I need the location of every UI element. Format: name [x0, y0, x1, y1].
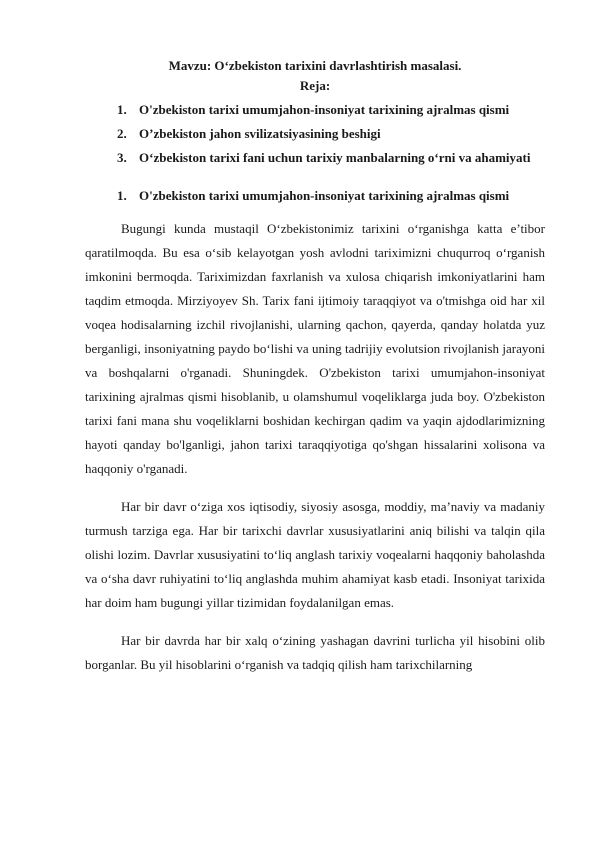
- plan-item: [85, 122, 545, 146]
- document-page: [85, 56, 545, 677]
- plan-item-text: O'zbekiston tarixi umumjahon-insoniyat tarixining ajralmas qismi: [139, 102, 510, 117]
- plan-list: [85, 98, 545, 170]
- plan-label: Reja:: [299, 78, 331, 93]
- plan-item-number: 2.: [117, 126, 127, 141]
- plan-item: [85, 146, 545, 170]
- document-title: Mavzu: O‘zbekiston tarixini davrlashtirish masalasi.: [168, 58, 462, 73]
- plan-item-text: O‘zbekiston tarixi fani uchun tarixiy manbalarning o‘rni va ahamiyati: [139, 150, 531, 165]
- section-number: 1.: [117, 188, 127, 203]
- body-paragraph: Bugungi kunda mustaqil O‘zbekistonimiz tarixini o‘rganishga katta e’tibor qaratilmoqda. Bu esa o‘sib kelayotgan yosh avlodni tariximizni chuqurroq o‘rganish imkonini bermoqda. Tariximizdan faxrlanish va xulosa chiqarish imkoniyatlarini ham taqdim etmoqda. Mirziyoyev Sh. Tarix fani ijtimoiy taraqqiyot va o'tmishga oid har xil voqea hodisalarning izchil rivojlanishi, ularning qachon, qayerda, qanday holatda yuz berganligi, insoniyatning paydo bo‘lishi va uning tadrijiy evolutsion rivojlanish jarayoni va boshqalarni o'rganadi. Shuningdek. O'zbekiston tarixi umumjahon-insoniyat tarixining ajralmas qismi hisoblanib, u olamshumul voqeliklarga juda boy. O'zbekiston tarixi fani mana shu voqeliklarni boshidan kechirgan qadim va yaqin ajdodlarimizning hayoti qanday bo'lganligi, jahon tarixi taraqqiyotiga qo'shgan hissalarini xolisona va haqqoniy o'rganadi.: [85, 221, 545, 476]
- plan-item-text: O’zbekiston jahon svilizatsiyasining beshigi: [139, 126, 381, 141]
- section-heading: [85, 185, 545, 207]
- plan-item: [85, 98, 545, 122]
- section-heading-text: O'zbekiston tarixi umumjahon-insoniyat tarixining ajralmas qismi: [139, 188, 510, 203]
- plan-item-number: 1.: [117, 102, 127, 117]
- plan-item-number: 3.: [117, 150, 127, 165]
- body-paragraph: Har bir davr o‘ziga xos iqtisodiy, siyosiy asosga, moddiy, ma’naviy va madaniy turmush tarziga ega. Har bir tarixchi davrlar xususiyatlarini aniq bilishi va talqin qila olishi lozim. Davrlar xususiyatini to‘liq anglash tarixiy voqealarni haqqoniy baholashda va o‘sha davr ruhiyatini to‘liq anglashda muhim ahamiyat kasb etadi. Insoniyat tarixida har doim ham bugungi yillar tizimidan foydalanilgan emas.: [85, 499, 545, 610]
- body-paragraph: Har bir davrda har bir xalq o‘zining yashagan davrini turlicha yil hisobini olib borganlar. Bu yil hisoblarini o‘rganish va tadqiq qilish ham tarixchilarning: [85, 633, 545, 672]
